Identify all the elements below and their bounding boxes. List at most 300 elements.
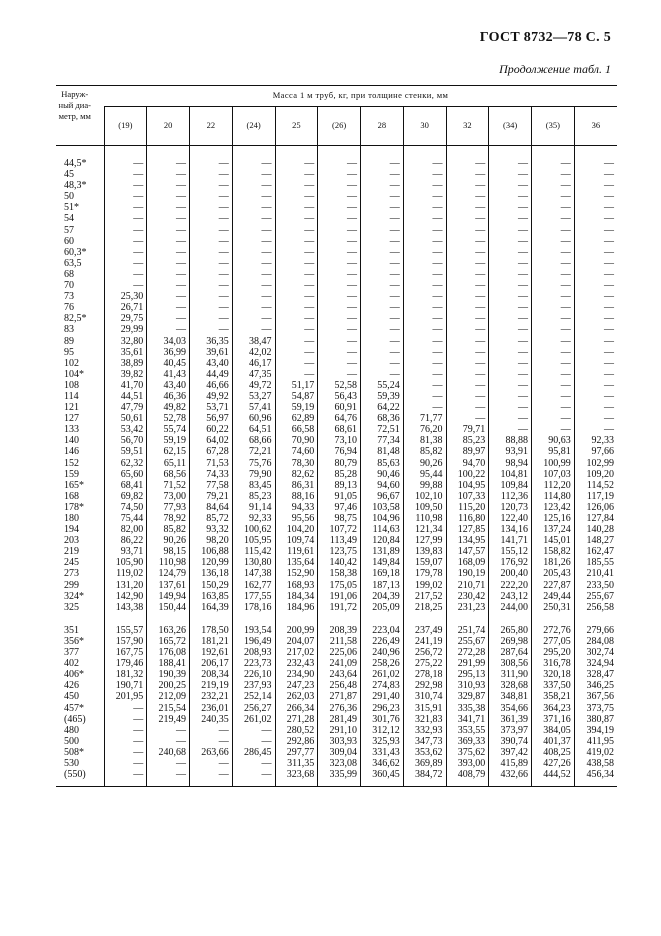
mass-value-cell: 148,27: [574, 535, 617, 546]
table-row: [56, 269, 617, 280]
mass-value-cell: 331,43: [361, 747, 404, 758]
table-row: [56, 591, 617, 602]
mass-value-cell: —: [104, 747, 147, 758]
mass-value-cell: 145,01: [532, 535, 575, 546]
outer-diameter-cell: 54: [64, 213, 74, 225]
mass-value-cell: 276,36: [318, 703, 361, 714]
mass-value-cell: 320,18: [532, 669, 575, 680]
mass-value-cell: 178,16: [232, 602, 275, 613]
mass-value-cell: —: [403, 380, 446, 391]
mass-value-cell: 90,26: [403, 458, 446, 469]
mass-value-cell: 371,16: [532, 714, 575, 725]
mass-value-cell: 432,66: [489, 769, 532, 780]
mass-value-cell: —: [532, 291, 575, 302]
mass-value-cell: —: [361, 225, 404, 236]
outer-diameter-cell: 76: [64, 302, 74, 314]
mass-value-cell: 86,22: [104, 535, 147, 546]
mass-value-cell: —: [275, 158, 318, 169]
mass-value-cell: —: [232, 758, 275, 769]
mass-value-cell: 95,81: [532, 446, 575, 457]
mass-value-cell: 123,75: [318, 546, 361, 557]
mass-value-cell: 71,52: [147, 480, 190, 491]
mass-value-cell: 54,87: [275, 391, 318, 402]
mass-value-cell: 93,32: [190, 524, 233, 535]
mass-value-cell: —: [147, 202, 190, 213]
mass-value-cell: —: [318, 302, 361, 313]
mass-value-cell: 67,28: [190, 446, 233, 457]
mass-value-cell: —: [318, 158, 361, 169]
mass-value-cell: 168,93: [275, 580, 318, 591]
table-row: [56, 158, 617, 169]
mass-value-cell: —: [574, 202, 617, 213]
mass-value-cell: 100,99: [532, 458, 575, 469]
mass-value-cell: —: [232, 213, 275, 224]
mass-value-cell: 329,87: [446, 691, 489, 702]
mass-value-cell: 297,77: [275, 747, 318, 758]
mass-value-cell: 72,21: [232, 446, 275, 457]
mass-value-cell: 79,21: [190, 491, 233, 502]
mass-value-cell: 190,19: [446, 568, 489, 579]
outer-diameter-cell: 351: [64, 624, 79, 636]
mass-value-cell: —: [318, 202, 361, 213]
mass-value-cell: 179,46: [104, 658, 147, 669]
mass-value-cell: —: [403, 225, 446, 236]
mass-value-cell: —: [574, 236, 617, 247]
mass-value-cell: 263,66: [190, 747, 233, 758]
outer-diameter-cell: 406*: [64, 669, 84, 681]
diameter-column-header: Наружный диаметр, мм: [56, 86, 104, 146]
mass-value-cell: 149,94: [147, 591, 190, 602]
outer-diameter-cell: 426: [64, 680, 79, 692]
mass-value-cell: 438,58: [574, 758, 617, 769]
table-row: [56, 458, 617, 469]
mass-value-cell: 71,77: [403, 413, 446, 424]
mass-value-cell: 140,28: [574, 524, 617, 535]
mass-value-cell: —: [574, 313, 617, 324]
mass-value-cell: 211,58: [318, 636, 361, 647]
mass-value-cell: 60,96: [232, 413, 275, 424]
mass-value-cell: —: [532, 369, 575, 380]
mass-value-cell: 310,93: [446, 680, 489, 691]
mass-value-cell: 82,00: [104, 524, 147, 535]
mass-value-cell: 91,05: [318, 491, 361, 502]
table-row: [56, 602, 617, 613]
mass-value-cell: 178,50: [190, 625, 233, 636]
outer-diameter-cell: 50: [64, 191, 74, 203]
mass-value-cell: 127,84: [574, 513, 617, 524]
mass-value-cell: 163,26: [147, 625, 190, 636]
mass-value-cell: 74,50: [104, 502, 147, 513]
mass-value-cell: —: [104, 180, 147, 191]
mass-value-cell: —: [361, 158, 404, 169]
mass-value-cell: —: [147, 158, 190, 169]
mass-value-cell: 62,15: [147, 446, 190, 457]
mass-value-cell: 373,97: [489, 725, 532, 736]
table-row: [56, 402, 617, 413]
mass-value-cell: —: [275, 280, 318, 291]
mass-value-cell: —: [532, 169, 575, 180]
mass-value-cell: —: [275, 269, 318, 280]
mass-value-cell: —: [147, 769, 190, 780]
mass-value-cell: 265,80: [489, 625, 532, 636]
mass-value-cell: —: [532, 258, 575, 269]
mass-value-cell: —: [403, 302, 446, 313]
mass-value-cell: —: [532, 202, 575, 213]
mass-value-cell: 390,74: [489, 736, 532, 747]
mass-value-cell: —: [361, 269, 404, 280]
mass-value-cell: 353,62: [403, 747, 446, 758]
mass-value-cell: 44,51: [104, 391, 147, 402]
mass-value-cell: 291,99: [446, 658, 489, 669]
mass-value-cell: 34,03: [147, 336, 190, 347]
mass-value-cell: 323,68: [275, 769, 318, 780]
mass-value-cell: 177,55: [232, 591, 275, 602]
mass-value-cell: 393,00: [446, 758, 489, 769]
mass-value-cell: 106,88: [190, 546, 233, 557]
mass-value-cell: —: [489, 169, 532, 180]
mass-value-cell: —: [361, 302, 404, 313]
mass-value-cell: —: [361, 358, 404, 369]
mass-value-cell: —: [574, 280, 617, 291]
mass-value-cell: —: [532, 191, 575, 202]
mass-value-cell: 97,66: [574, 446, 617, 457]
mass-value-cell: 176,92: [489, 557, 532, 568]
mass-value-cell: 241,19: [403, 636, 446, 647]
outer-diameter-cell: 299: [64, 579, 79, 591]
mass-value-cell: —: [446, 280, 489, 291]
table-continuation-label: Продолжение табл. 1: [499, 62, 611, 76]
mass-value-cell: 193,54: [232, 625, 275, 636]
mass-value-cell: 64,02: [190, 435, 233, 446]
mass-value-cell: 104,95: [446, 480, 489, 491]
table-row: [56, 180, 617, 191]
mass-value-cell: 68,41: [104, 480, 147, 491]
outer-diameter-cell: 95: [64, 346, 74, 358]
mass-value-cell: —: [403, 213, 446, 224]
mass-value-cell: —: [446, 391, 489, 402]
mass-value-cell: 231,23: [446, 602, 489, 613]
outer-diameter-cell: 194: [64, 524, 79, 536]
mass-value-cell: 158,38: [318, 568, 361, 579]
mass-value-cell: —: [489, 180, 532, 191]
mass-value-cell: 29,75: [104, 313, 147, 324]
outer-diameter-cell: 51*: [64, 202, 79, 214]
mass-value-cell: 278,18: [403, 669, 446, 680]
outer-diameter-cell: 45: [64, 169, 74, 181]
mass-value-cell: 142,90: [104, 591, 147, 602]
mass-value-cell: 215,54: [147, 703, 190, 714]
mass-value-cell: 69,82: [104, 491, 147, 502]
table-row: [56, 546, 617, 557]
mass-value-cell: —: [574, 336, 617, 347]
mass-value-cell: 150,29: [190, 580, 233, 591]
mass-value-cell: 240,35: [190, 714, 233, 725]
mass-value-cell: 102,99: [574, 458, 617, 469]
mass-value-cell: 328,47: [574, 669, 617, 680]
table-row: [56, 625, 617, 636]
mass-value-cell: 147,38: [232, 568, 275, 579]
mass-value-cell: —: [232, 236, 275, 247]
mass-value-cell: 119,61: [275, 546, 318, 557]
mass-value-cell: 130,80: [232, 557, 275, 568]
mass-value-cell: 353,55: [446, 725, 489, 736]
spacer-row: [56, 780, 617, 787]
mass-value-cell: —: [403, 402, 446, 413]
mass-value-cell: 272,76: [532, 625, 575, 636]
mass-value-cell: 218,25: [403, 602, 446, 613]
mass-value-cell: —: [190, 191, 233, 202]
mass-value-cell: —: [275, 258, 318, 269]
outer-diameter-cell: 121: [64, 402, 79, 414]
outer-diameter-cell: 178*: [64, 501, 84, 513]
table-row: [56, 336, 617, 347]
mass-value-cell: —: [318, 213, 361, 224]
mass-value-cell: 96,67: [361, 491, 404, 502]
mass-value-cell: 222,20: [489, 580, 532, 591]
mass-value-cell: —: [232, 158, 275, 169]
mass-value-cell: —: [104, 703, 147, 714]
mass-value-cell: —: [446, 247, 489, 258]
mass-value-cell: 95,44: [403, 469, 446, 480]
mass-value-cell: 369,33: [446, 736, 489, 747]
mass-value-cell: 74,60: [275, 446, 318, 457]
mass-value-cell: —: [318, 269, 361, 280]
mass-value-cell: 136,18: [190, 568, 233, 579]
mass-value-cell: 295,13: [446, 669, 489, 680]
mass-value-cell: —: [532, 347, 575, 358]
table-row: [56, 446, 617, 457]
mass-value-cell: 223,04: [361, 625, 404, 636]
mass-value-cell: —: [446, 347, 489, 358]
mass-value-cell: —: [489, 324, 532, 335]
mass-value-cell: —: [318, 180, 361, 191]
table-row: [56, 636, 617, 647]
mass-value-cell: 26,71: [104, 302, 147, 313]
mass-value-cell: 335,38: [446, 703, 489, 714]
mass-value-cell: —: [147, 191, 190, 202]
mass-value-cell: 200,99: [275, 625, 318, 636]
mass-value-cell: 364,23: [532, 703, 575, 714]
mass-value-cell: —: [147, 236, 190, 247]
mass-value-cell: 52,58: [318, 380, 361, 391]
mass-value-cell: 315,91: [403, 703, 446, 714]
mass-value-cell: —: [104, 202, 147, 213]
mass-value-cell: —: [318, 169, 361, 180]
table-row: [56, 236, 617, 247]
mass-value-cell: 46,17: [232, 358, 275, 369]
wall-thickness-header: 36: [574, 107, 617, 146]
mass-value-cell: —: [190, 313, 233, 324]
mass-value-cell: —: [489, 413, 532, 424]
outer-diameter-cell: 530: [64, 757, 79, 769]
mass-value-cell: 373,75: [574, 703, 617, 714]
mass-value-cell: 233,50: [574, 580, 617, 591]
wall-thickness-header: (26): [318, 107, 361, 146]
mass-value-cell: 255,67: [574, 591, 617, 602]
mass-value-cell: 51,17: [275, 380, 318, 391]
mass-value-cell: 311,35: [275, 758, 318, 769]
mass-value-cell: —: [446, 291, 489, 302]
mass-value-cell: 104,81: [489, 469, 532, 480]
mass-value-cell: 181,32: [104, 669, 147, 680]
mass-value-cell: 258,26: [361, 658, 404, 669]
mass-value-cell: 188,41: [147, 658, 190, 669]
table-row: [56, 191, 617, 202]
mass-value-cell: 159,07: [403, 557, 446, 568]
mass-value-cell: 81,38: [403, 435, 446, 446]
mass-value-cell: 60,91: [318, 402, 361, 413]
mass-value-cell: —: [275, 347, 318, 358]
mass-value-cell: —: [403, 358, 446, 369]
mass-value-cell: 162,77: [232, 580, 275, 591]
mass-value-cell: 219,49: [147, 714, 190, 725]
mass-value-cell: 255,67: [446, 636, 489, 647]
mass-value-cell: 120,73: [489, 502, 532, 513]
mass-value-cell: 99,88: [403, 480, 446, 491]
mass-value-cell: 210,71: [446, 580, 489, 591]
mass-value-cell: 122,40: [489, 513, 532, 524]
mass-value-cell: 302,74: [574, 647, 617, 658]
mass-value-cell: 169,18: [361, 568, 404, 579]
mass-value-cell: —: [190, 225, 233, 236]
mass-value-cell: 204,07: [275, 636, 318, 647]
mass-value-cell: 179,78: [403, 568, 446, 579]
mass-value-cell: —: [403, 169, 446, 180]
mass-value-cell: 98,75: [318, 513, 361, 524]
mass-value-cell: 208,39: [318, 625, 361, 636]
mass-value-cell: 25,30: [104, 291, 147, 302]
mass-value-cell: 35,61: [104, 347, 147, 358]
mass-value-cell: 103,58: [361, 502, 404, 513]
outer-diameter-cell: 63,5: [64, 257, 82, 269]
table-row: [56, 424, 617, 435]
mass-value-cell: 114,52: [574, 480, 617, 491]
mass-value-cell: 114,63: [361, 524, 404, 535]
mass-value-cell: —: [489, 247, 532, 258]
mass-value-cell: —: [574, 247, 617, 258]
mass-value-cell: —: [190, 269, 233, 280]
outer-diameter-cell: 68: [64, 268, 74, 280]
mass-value-cell: —: [275, 180, 318, 191]
mass-value-cell: 85,82: [403, 446, 446, 457]
mass-value-cell: 114,80: [532, 491, 575, 502]
table-row: [56, 469, 617, 480]
spacer-row: [56, 146, 617, 159]
mass-value-cell: —: [361, 236, 404, 247]
mass-value-cell: 68,66: [232, 435, 275, 446]
mass-value-cell: 71,53: [190, 458, 233, 469]
mass-value-cell: —: [489, 269, 532, 280]
mass-value-cell: 261,02: [232, 714, 275, 725]
mass-value-cell: 226,49: [361, 636, 404, 647]
mass-value-cell: —: [318, 280, 361, 291]
mass-value-cell: —: [361, 336, 404, 347]
mass-value-cell: 397,42: [489, 747, 532, 758]
mass-value-cell: 120,99: [190, 557, 233, 568]
mass-value-cell: —: [275, 225, 318, 236]
mass-value-cell: —: [489, 213, 532, 224]
table-row: [56, 491, 617, 502]
mass-value-cell: —: [147, 258, 190, 269]
wall-thickness-header: 30: [403, 107, 446, 146]
mass-value-cell: 127,99: [403, 535, 446, 546]
table-row: [56, 769, 617, 780]
mass-value-cell: —: [232, 269, 275, 280]
mass-value-cell: 32,80: [104, 336, 147, 347]
outer-diameter-cell: 356*: [64, 635, 84, 647]
mass-value-cell: —: [489, 402, 532, 413]
mass-value-cell: —: [232, 191, 275, 202]
mass-value-cell: 223,73: [232, 658, 275, 669]
mass-value-cell: 52,78: [147, 413, 190, 424]
table-row: [56, 258, 617, 269]
mass-value-cell: —: [190, 180, 233, 191]
mass-value-cell: 208,93: [232, 647, 275, 658]
mass-value-cell: —: [574, 302, 617, 313]
mass-value-cell: 287,64: [489, 647, 532, 658]
outer-diameter-cell: 324*: [64, 590, 84, 602]
mass-value-cell: 65,60: [104, 469, 147, 480]
outer-diameter-cell: 133: [64, 424, 79, 436]
mass-value-cell: —: [232, 280, 275, 291]
mass-value-cell: 210,41: [574, 568, 617, 579]
mass-value-cell: —: [361, 169, 404, 180]
mass-value-cell: 100,62: [232, 524, 275, 535]
table-body: [56, 146, 617, 787]
table-row: [56, 313, 617, 324]
mass-value-cell: 59,39: [361, 391, 404, 402]
mass-value-cell: 98,94: [489, 458, 532, 469]
mass-value-cell: —: [446, 191, 489, 202]
mass-value-cell: —: [104, 769, 147, 780]
mass-value-cell: —: [147, 324, 190, 335]
mass-value-cell: 143,38: [104, 602, 147, 613]
mass-value-cell: —: [147, 225, 190, 236]
mass-value-cell: 236,01: [190, 703, 233, 714]
mass-value-cell: —: [532, 424, 575, 435]
table-row: [56, 358, 617, 369]
table-row: [56, 480, 617, 491]
outer-diameter-cell: 245: [64, 557, 79, 569]
mass-group-header: Масса 1 м труб, кг, при толщине стенки, мм: [104, 86, 617, 107]
mass-value-cell: —: [446, 236, 489, 247]
mass-value-cell: 97,46: [318, 502, 361, 513]
outer-diameter-cell: 203: [64, 535, 79, 547]
mass-value-cell: —: [446, 413, 489, 424]
mass-value-cell: —: [190, 158, 233, 169]
mass-value-cell: —: [489, 380, 532, 391]
mass-value-cell: 76,20: [403, 424, 446, 435]
mass-value-cell: 367,56: [574, 691, 617, 702]
mass-value-cell: 155,12: [489, 546, 532, 557]
mass-value-cell: 43,40: [190, 358, 233, 369]
mass-value-cell: —: [403, 258, 446, 269]
mass-value-cell: —: [318, 236, 361, 247]
mass-value-cell: 81,48: [361, 446, 404, 457]
mass-value-cell: 212,09: [147, 691, 190, 702]
mass-value-cell: —: [489, 291, 532, 302]
mass-value-cell: 275,22: [403, 658, 446, 669]
mass-value-cell: 335,99: [318, 769, 361, 780]
mass-value-cell: —: [104, 247, 147, 258]
wall-thickness-header: (35): [532, 107, 575, 146]
mass-value-cell: 277,05: [532, 636, 575, 647]
mass-value-cell: 256,72: [403, 647, 446, 658]
mass-value-cell: —: [318, 313, 361, 324]
mass-value-cell: 94,60: [361, 480, 404, 491]
mass-value-cell: —: [446, 180, 489, 191]
mass-value-cell: 113,49: [318, 535, 361, 546]
